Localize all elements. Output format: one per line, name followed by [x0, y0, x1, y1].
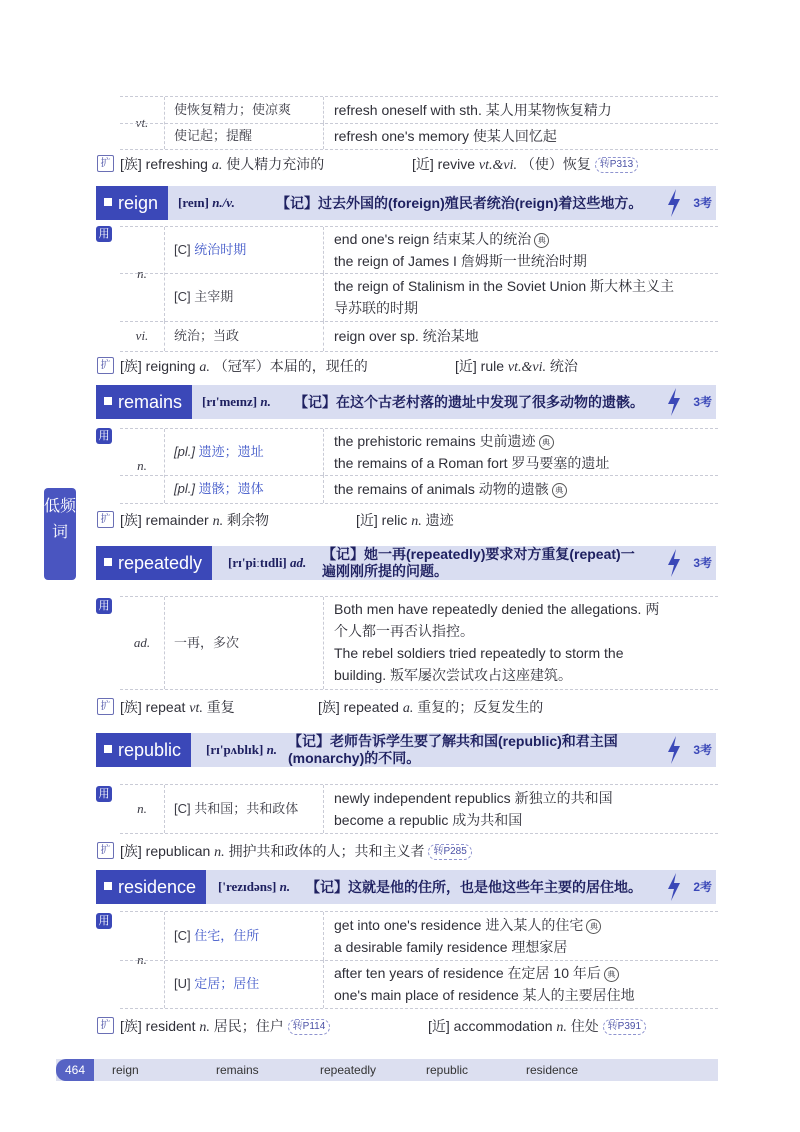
pronunciation: [reɪn] n./v. [178, 195, 235, 210]
residence-table [120, 911, 718, 1008]
repeatedly-header [96, 546, 716, 580]
pronunciation: [rɪ'piːtɪdli] ad. [228, 555, 307, 570]
usage-icon: 用 [96, 598, 112, 614]
headword: reign [96, 186, 168, 220]
expand-icon: 扩 [97, 155, 114, 172]
lightning-icon [666, 189, 682, 217]
usage-icon: 用 [96, 226, 112, 242]
sense-pos: n. [120, 429, 165, 503]
refresh-table [120, 96, 718, 149]
near-pos: vt.&vi. [478, 158, 518, 173]
circle-mark-icon: 典 [586, 919, 601, 934]
residence-header [96, 870, 716, 904]
footer-word-republic: republic [426, 1063, 469, 1077]
sense-examples: Both men have repeatedly denied the allegations. 两 个人都一再否认指控。 The rebel soldiers tried repeatedly to storm the building. 叛军屡次尝试攻占这座建筑。 [334, 601, 660, 683]
family-pos: a. [211, 158, 223, 173]
residence-ext-family: [族] resident n. 居民；住户 转P114 [120, 1016, 330, 1036]
circle-mark-icon: 典 [539, 435, 554, 450]
usage-icon: 用 [96, 913, 112, 929]
sense-meaning: [C] 共和国；共和政体 [164, 785, 324, 833]
headword: residence [96, 870, 206, 904]
repeatedly-ext-family-2: [族] repeated a. 重复的；反复发生的 [318, 699, 544, 716]
lightning-icon [666, 736, 682, 764]
footer-word-reign: reign [112, 1063, 139, 1077]
remains-header [96, 385, 716, 419]
circle-mark-icon: 典 [552, 483, 567, 498]
cross-ref-badge: 转P285 [428, 844, 471, 860]
exam-frequency: 3考 [693, 743, 712, 757]
expand-icon: 扩 [97, 842, 114, 859]
sense-meaning: 一再，多次 [164, 597, 324, 689]
cross-ref-badge: 转P313 [595, 157, 638, 173]
sense-pos: n. [120, 785, 165, 833]
page-footer [56, 1059, 718, 1081]
sense-examples: after ten years of residence 在定居 10 年后 典 one's main place of residence 某人的主要居住地 [334, 965, 635, 1003]
table-row [120, 227, 718, 274]
refresh-pos: vt. [120, 97, 165, 149]
reign-ext-family: [族] reigning a. （冠军）本届的，现任的 [120, 358, 368, 375]
table-row [120, 273, 718, 322]
sense-example: reign over sp. 统治某地 [334, 328, 479, 344]
sense-meaning: [C] 住宅，住所 [164, 912, 324, 960]
sense-examples: end one's reign 结束某人的统治 典 the reign of James I 詹姆斯一世统治时期 [334, 231, 587, 269]
refresh-meaning-2: 使记起；提醒 [164, 123, 324, 149]
sense-meaning: [C] 统治时期 [164, 227, 324, 273]
headword: remains [96, 385, 192, 419]
memo: 【记】在这个古老村落的遗址中发现了很多动物的遗骸。 [294, 394, 644, 410]
residence-ext-near: [近] accommodation n. 住处 转P391 [428, 1016, 646, 1036]
circle-mark-icon: 典 [534, 233, 549, 248]
remains-ext-near: [近] relic n. 遗迹 [356, 512, 454, 529]
table-row [120, 429, 718, 476]
side-tab-low-frequency: 低频词 [44, 488, 76, 580]
sense-pos: n. [120, 227, 165, 321]
expand-icon: 扩 [97, 698, 114, 715]
cross-ref-badge: 转P114 [288, 1019, 331, 1035]
reign-header [96, 186, 716, 220]
exam-frequency: 3考 [693, 556, 712, 570]
sense-meaning: [U] 定居；居住 [164, 960, 324, 1008]
repeatedly-ext-family: [族] repeat vt. 重复 [120, 699, 235, 716]
page-number: 464 [56, 1059, 94, 1081]
usage-icon: 用 [96, 786, 112, 802]
refresh-example-1: refresh oneself with sth. 某人用某物恢复精力 [334, 102, 612, 118]
usage-icon: 用 [96, 428, 112, 444]
sense-examples: newly independent republics 新独立的共和国 become a republic 成为共和国 [334, 790, 613, 828]
sense-pos: vi. [120, 321, 165, 351]
near-word: [近] revive [412, 156, 476, 172]
memo: 【记】这就是他的住所，也是他这些年主要的居住地。 [306, 879, 642, 895]
table-row [120, 960, 718, 1009]
sense-meaning: [pl.] 遗迹；遗址 [164, 429, 324, 475]
pronunciation: [rɪ'pʌblɪk] n. [206, 742, 278, 757]
lightning-icon [666, 549, 682, 577]
lightning-icon [666, 873, 682, 901]
repeatedly-table [120, 596, 718, 689]
expand-icon: 扩 [97, 357, 114, 374]
reign-table [120, 226, 718, 351]
circle-mark-icon: 典 [604, 967, 619, 982]
republic-ext-family: [族] republican n. 拥护共和政体的人；共和主义者 转P285 [120, 841, 472, 861]
sense-example: the remains of animals 动物的遗骸 典 [334, 478, 712, 500]
sense-meaning: [pl.] 遗骸；遗体 [164, 475, 324, 503]
sense-examples: the reign of Stalinism in the Soviet Union 斯大林主义主 导苏联的时期 [334, 278, 675, 316]
remains-table [120, 428, 718, 503]
republic-header [96, 733, 716, 767]
expand-icon: 扩 [97, 1017, 114, 1034]
footer-word-repeatedly: repeatedly [320, 1063, 377, 1077]
memo: 【记】老师告诉学生要了解共和国(republic)和君主国 (monarchy)的不同。 [288, 733, 618, 766]
footer-word-remains: remains [216, 1063, 259, 1077]
republic-table [120, 784, 718, 833]
headword: repeatedly [96, 546, 212, 580]
refresh-ext-near [412, 154, 638, 174]
table-row [120, 97, 718, 124]
exam-frequency: 3考 [693, 395, 712, 409]
refresh-example-2: refresh one's memory 使某人回忆起 [334, 128, 557, 144]
refresh-ext-family [120, 154, 324, 174]
sense-examples: the prehistoric remains 史前遗迹 典 the remains of a Roman fort 罗马要塞的遗址 [334, 433, 610, 471]
cross-ref-badge: 转P391 [603, 1019, 646, 1035]
table-row [120, 597, 718, 690]
sense-pos: n. [120, 912, 165, 1008]
sense-examples: get into one's residence 进入某人的住宅 典 a desirable family residence 理想家居 [334, 914, 712, 958]
memo: 【记】她一再(repeatedly)要求对方重复(repeat)一 遍刚刚所提的问题。 [322, 546, 635, 579]
sense-pos: ad. [120, 597, 165, 689]
near-meaning: （使）恢复 [520, 156, 591, 172]
table-row [120, 321, 718, 352]
table-row [120, 785, 718, 834]
memo: 【记】过去外国的(foreign)殖民者统治(reign)着这些地方。 [276, 195, 643, 211]
family-meaning: 使人精力充沛的 [226, 156, 325, 172]
pronunciation: ['rezɪdəns] n. [218, 879, 291, 894]
pronunciation: [rɪ'meɪnz] n. [202, 394, 271, 409]
remains-ext-family: [族] remainder n. 剩余物 [120, 512, 269, 529]
expand-icon: 扩 [97, 511, 114, 528]
table-row [120, 912, 718, 961]
family-word: [族] refreshing [120, 156, 208, 172]
exam-frequency: 3考 [693, 196, 712, 210]
reign-ext-near: [近] rule vt.&vi. 统治 [455, 358, 578, 375]
table-row [120, 123, 718, 150]
refresh-meaning-1: 使恢复精力；使凉爽 [164, 97, 324, 123]
lightning-icon [666, 388, 682, 416]
sense-meaning: [C] 主宰期 [164, 273, 324, 321]
headword: republic [96, 733, 191, 767]
exam-frequency: 2考 [693, 880, 712, 894]
table-row [120, 475, 718, 504]
sense-meaning: 统治；当政 [164, 321, 324, 351]
footer-word-residence: residence [526, 1063, 579, 1077]
